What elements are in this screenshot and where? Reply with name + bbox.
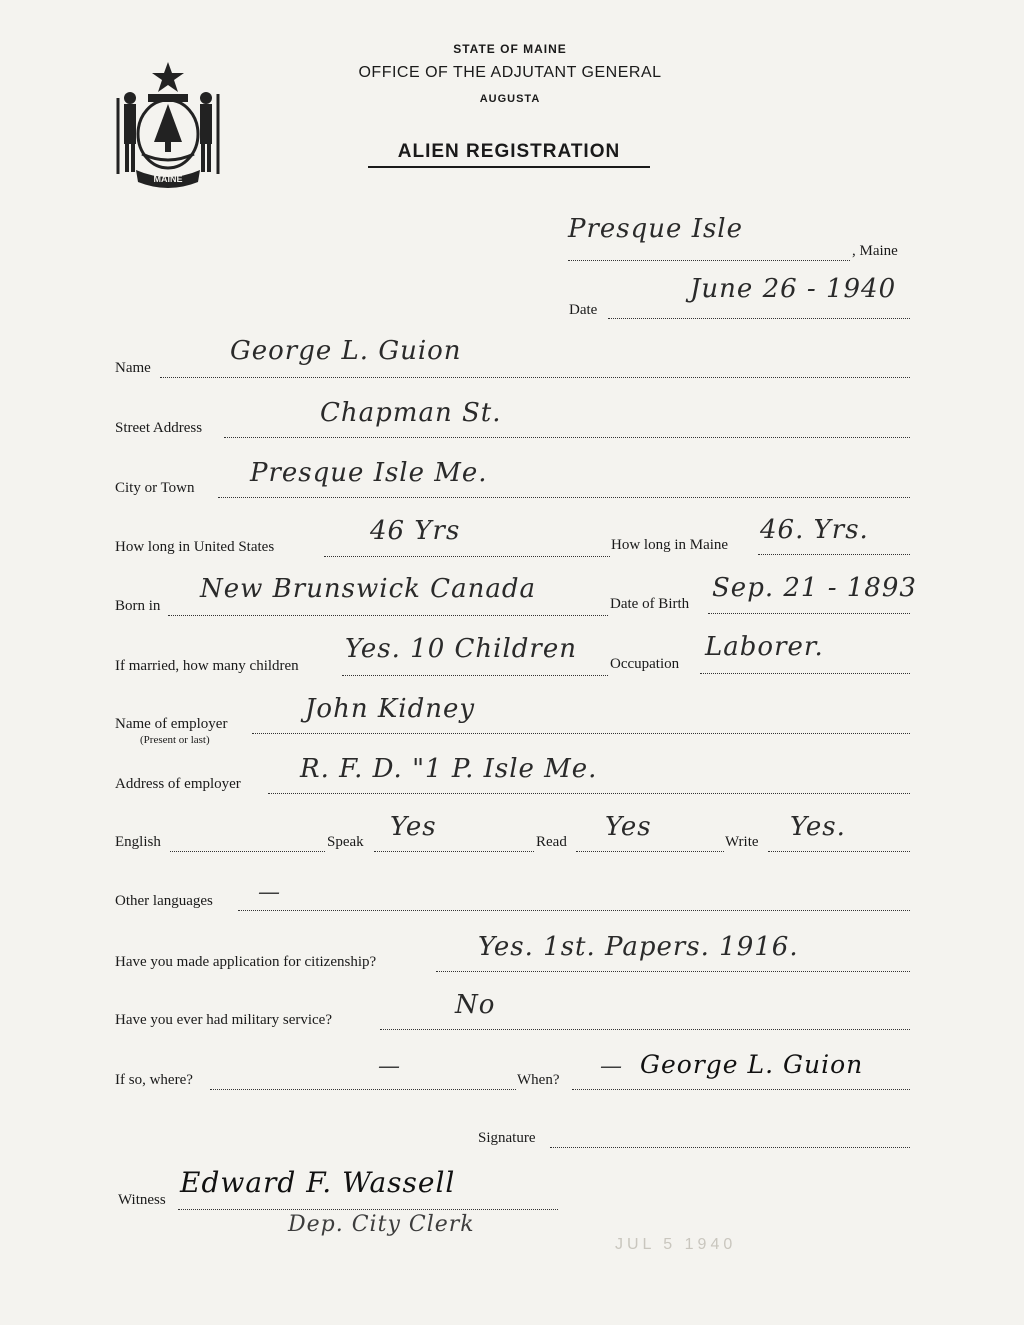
occupation-line xyxy=(700,673,910,674)
employer-value: John Kidney xyxy=(305,694,476,724)
read-label: Read xyxy=(536,834,567,850)
dob-line xyxy=(708,613,910,614)
witness-title: Dep. City Clerk xyxy=(288,1212,475,1237)
speak-line xyxy=(374,851,534,852)
occupation-label: Occupation xyxy=(610,656,680,672)
write-label: Write xyxy=(725,834,759,850)
maine-duration-label: How long in Maine xyxy=(611,537,729,553)
name-line xyxy=(160,377,910,378)
military-line xyxy=(380,1029,910,1030)
date-value: June 26 - 1940 xyxy=(690,274,897,304)
date-line xyxy=(608,318,910,319)
street-line xyxy=(224,437,910,438)
us-duration-label: How long in United States xyxy=(115,539,275,555)
when-label: When? xyxy=(517,1072,560,1088)
citizenship-value: Yes. 1st. Papers. 1916. xyxy=(478,932,799,962)
occupation-value: Laborer. xyxy=(705,632,824,662)
city-heading: AUGUSTA xyxy=(479,93,541,105)
applicant-signature: George L. Guion xyxy=(640,1050,864,1079)
citizenship-line xyxy=(436,971,910,972)
read-value: Yes xyxy=(605,812,652,842)
where-line xyxy=(210,1089,516,1090)
received-stamp: JUL 5 1940 xyxy=(615,1236,737,1253)
witness-label: Witness xyxy=(118,1192,166,1208)
street-label: Street Address xyxy=(115,420,203,436)
city-value: Presque Isle Me. xyxy=(250,458,488,488)
date-label: Date xyxy=(569,302,598,318)
born-label: Born in xyxy=(115,598,161,614)
place-line xyxy=(568,260,850,261)
employer-line xyxy=(252,733,910,734)
children-line xyxy=(342,675,608,676)
signature-label: Signature xyxy=(478,1130,536,1146)
speak-value: Yes xyxy=(390,812,437,842)
employer-address-line xyxy=(268,793,910,794)
born-value: New Brunswick Canada xyxy=(200,574,536,604)
military-label: Have you ever had military service? xyxy=(115,1012,332,1028)
place-value: Presque Isle xyxy=(568,214,744,244)
when-line xyxy=(572,1089,910,1090)
us-duration-line xyxy=(324,556,610,557)
office-heading: OFFICE OF THE ADJUTANT GENERAL xyxy=(358,64,662,81)
where-label: If so, where? xyxy=(115,1072,193,1088)
other-languages-label: Other languages xyxy=(115,893,213,909)
place-suffix-label: , Maine xyxy=(852,243,898,259)
city-line xyxy=(218,497,910,498)
when-value: — xyxy=(600,1054,623,1079)
seal-banner-text: MAINE xyxy=(153,174,183,184)
name-label: Name xyxy=(115,360,151,376)
witness-signature: Edward F. Wassell xyxy=(180,1166,456,1199)
citizenship-label: Have you made application for citizenship? xyxy=(115,954,377,970)
english-line xyxy=(170,851,325,852)
born-line xyxy=(168,615,608,616)
military-value: No xyxy=(455,990,496,1020)
state-heading: STATE OF MAINE xyxy=(453,42,567,56)
employer-sublabel: (Present or last) xyxy=(140,734,210,746)
employer-address-value: R. F. D. "1 P. Isle Me. xyxy=(300,754,598,784)
children-label: If married, how many children xyxy=(115,658,299,674)
where-value: — xyxy=(378,1054,401,1079)
write-line xyxy=(768,851,910,852)
employer-label: Name of employer xyxy=(115,716,228,732)
maine-duration-line xyxy=(758,554,910,555)
dob-value: Sep. 21 - 1893 xyxy=(712,573,917,603)
english-label: English xyxy=(115,834,161,850)
us-duration-value: 46 Yrs xyxy=(370,516,461,546)
maine-state-seal-icon xyxy=(112,58,224,188)
form-title: ALIEN REGISTRATION xyxy=(368,141,650,168)
read-line xyxy=(576,851,724,852)
employer-address-label: Address of employer xyxy=(115,776,241,792)
write-value: Yes. xyxy=(790,812,846,842)
children-value: Yes. 10 Children xyxy=(345,634,577,664)
maine-duration-value: 46. Yrs. xyxy=(760,515,869,545)
dob-label: Date of Birth xyxy=(610,596,690,612)
city-label: City or Town xyxy=(115,480,195,496)
other-languages-line xyxy=(238,910,910,911)
name-value: George L. Guion xyxy=(230,336,462,366)
witness-line xyxy=(178,1209,558,1210)
speak-label: Speak xyxy=(327,834,364,850)
other-languages-value: — xyxy=(258,880,281,905)
street-value: Chapman St. xyxy=(320,398,502,428)
signature-line xyxy=(550,1147,910,1148)
